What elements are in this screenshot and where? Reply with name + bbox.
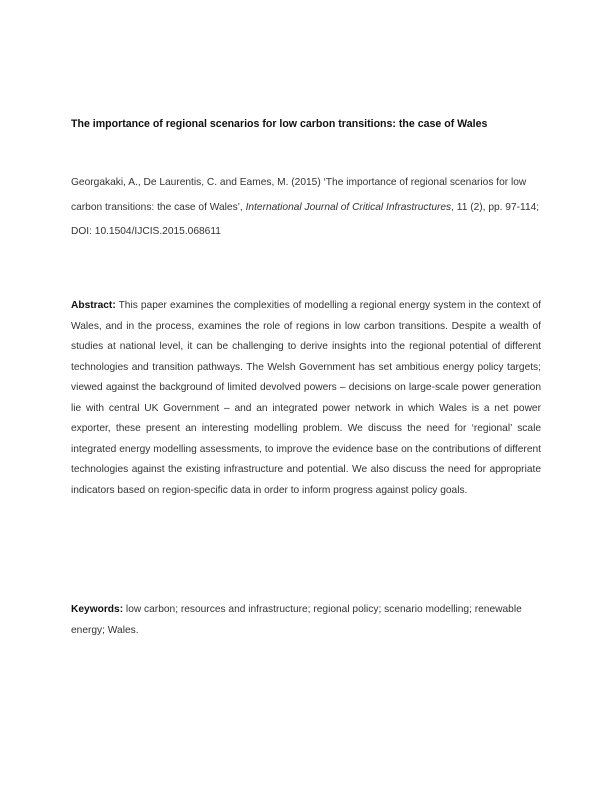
paper-title: The importance of regional scenarios for low carbon transitions: the case of Wales (71, 118, 488, 130)
abstract-label: Abstract: (71, 300, 116, 311)
keywords-text: low carbon; resources and infrastructure; regional policy; scenario modelling; renewable energy; Wales. (71, 604, 522, 636)
keywords (71, 599, 541, 641)
citation (71, 171, 541, 245)
citation-journal: International Journal of Critical Infrastructures (245, 201, 452, 213)
citation-volume-doi: , 11 (2), pp. 97-114; DOI: 10.1504/IJCIS.2015.068611 (71, 201, 540, 237)
abstract-text: This paper examines the complexities of modelling a regional energy system in the context of Wales, and in the process, examines the role of regions in low carbon transitions. Despite a wealth of studies at national level, it can be challenging to derive insights into the regional potential of different technologies and transition pathways. The Welsh Government has set ambitious energy policy targets; viewed against the background of limited devolved powers – decisions on large-scale power generation lie with central UK Government – and an integrated power network in which Wales is a net power exporter, these present an interesting modelling problem. We discuss the need for ‘regional’ scale integrated energy modelling assessments, to improve the evidence base on the contributions of different technologies against the existing infrastructure and potential. We also discuss the need for appropriate indicators based on region-specific data in order to inform progress against policy goals. (71, 300, 541, 496)
keywords-label: Keywords: (71, 604, 124, 615)
abstract (71, 296, 541, 501)
citation-authors-title: Georgakaki, A., De Laurentis, C. and Eames, M. (2015) ‘The importance of regional scenarios for low carbon transitions: the case of Wales’, (71, 177, 527, 213)
